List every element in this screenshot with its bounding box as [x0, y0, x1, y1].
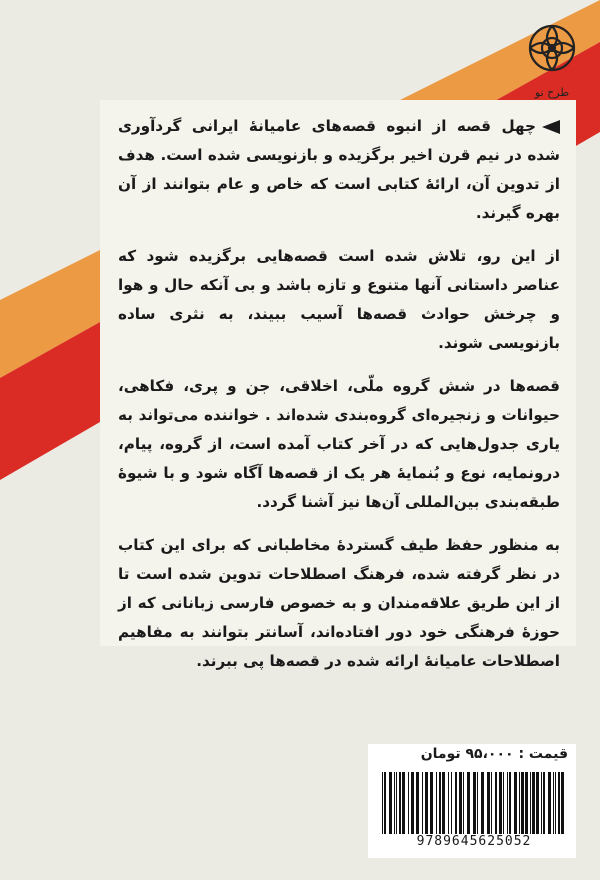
barcode-bar [455, 772, 457, 834]
barcode-bar [541, 772, 542, 834]
barcode-bar [509, 772, 511, 834]
barcode-bar [548, 772, 551, 834]
barcode-bar [477, 772, 478, 834]
blurb-paragraph-4: به منظور حفظ طیف گستردهٔ مخاطبانی که برای این کتاب در نظر گرفته شده، فرهنگ اصطلاحات تدوین شده است تا از این طریق علاقه‌مندان و به خصوص فارسی زبانانی که از حوزهٔ فرهنگی خود دور افتاده‌اند، آسانتر بتوانند به مفاهیم اصطلاحات عامیانهٔ ارائه شده در قصه‌ها پی ببرند. [118, 536, 560, 670]
barcode-bar [402, 772, 405, 834]
price-label: قیمت : [518, 746, 568, 762]
barcode-bar [467, 772, 470, 834]
barcode-bar [436, 772, 437, 834]
barcode-bar [430, 772, 433, 834]
barcode-bar [396, 772, 397, 834]
price-value: ۹۵،۰۰۰ تومان [420, 746, 514, 762]
publisher-logo-text: طرح نو [534, 86, 570, 99]
barcode-bar [519, 772, 520, 834]
barcode-bar [408, 772, 409, 834]
barcode-bar [561, 772, 564, 834]
barcode-bar [384, 772, 386, 834]
barcode-bar [499, 772, 502, 834]
barcode-bar [451, 772, 452, 834]
barcode-bar [555, 772, 556, 834]
barcode-bar [442, 772, 445, 834]
barcode-bar [411, 772, 414, 834]
barcode [378, 772, 570, 834]
barcode-bar [473, 772, 476, 834]
barcode-bar [399, 772, 401, 834]
price-line [370, 746, 568, 762]
barcode-bar [422, 772, 423, 834]
barcode-bar [491, 772, 492, 834]
triangle-bullet-icon [542, 120, 560, 134]
blurb-paragraph-2: از این رو، تلاش شده است قصه‌هایی برگزیده شود که عناصر داستانی آنها متنوع و تازه باشد و بی آنکه حال و هوا و چرخش حوادث قصه‌ها آسیب ببیند، به نثری ساده بازنویسی شوند. [118, 247, 560, 352]
barcode-bar [416, 772, 419, 834]
barcode-bar [521, 772, 524, 834]
barcode-bar [558, 772, 560, 834]
barcode-bar [463, 772, 464, 834]
barcode-bar [495, 772, 497, 834]
barcode-bar [543, 772, 545, 834]
barcode-bar [553, 772, 554, 834]
barcode-bar [425, 772, 428, 834]
barcode-bar [525, 772, 528, 834]
barcode-bar [439, 772, 441, 834]
barcode-bar [536, 772, 539, 834]
barcode-bar [507, 772, 508, 834]
blurb-paragraph-1: چهل قصه از انبوه قصه‌های عامیانهٔ ایرانی گردآوری شده در نیم قرن اخیر برگزیده و بازنویسی شده است. هدف از تدوین آن، ارائهٔ کتابی است که خاص و عام بتوانند از آن بهره گیرند. [118, 117, 560, 222]
blurb-text [118, 112, 560, 690]
barcode-bar [459, 772, 462, 834]
barcode-bar [481, 772, 484, 834]
barcode-bar [487, 772, 490, 834]
barcode-bar [503, 772, 504, 834]
barcode-bar [394, 772, 395, 834]
barcode-bar [514, 772, 517, 834]
barcode-bar [382, 772, 383, 834]
barcode-bar [532, 772, 535, 834]
barcode-bar [389, 772, 392, 834]
barcode-bar [448, 772, 449, 834]
barcode-bar [530, 772, 531, 834]
blurb-paragraph-3: قصه‌ها در شش گروه ملّی، اخلاقی، جن و پری، فکاهی، حیوانات و زنجیره‌ای گروه‌بندی شده‌اند . خواننده می‌تواند به یاری جدول‌هایی که در آخر کتاب آمده است، از گروه، پیام، درونمایه، نوع و بُنمایهٔ هر یک از قصه‌ها آگاه شود و با شیوهٔ طبقه‌بندی بین‌المللی آن‌ها نیز آشنا گردد. [118, 377, 560, 511]
isbn-number: 9789645625052 [416, 834, 532, 849]
